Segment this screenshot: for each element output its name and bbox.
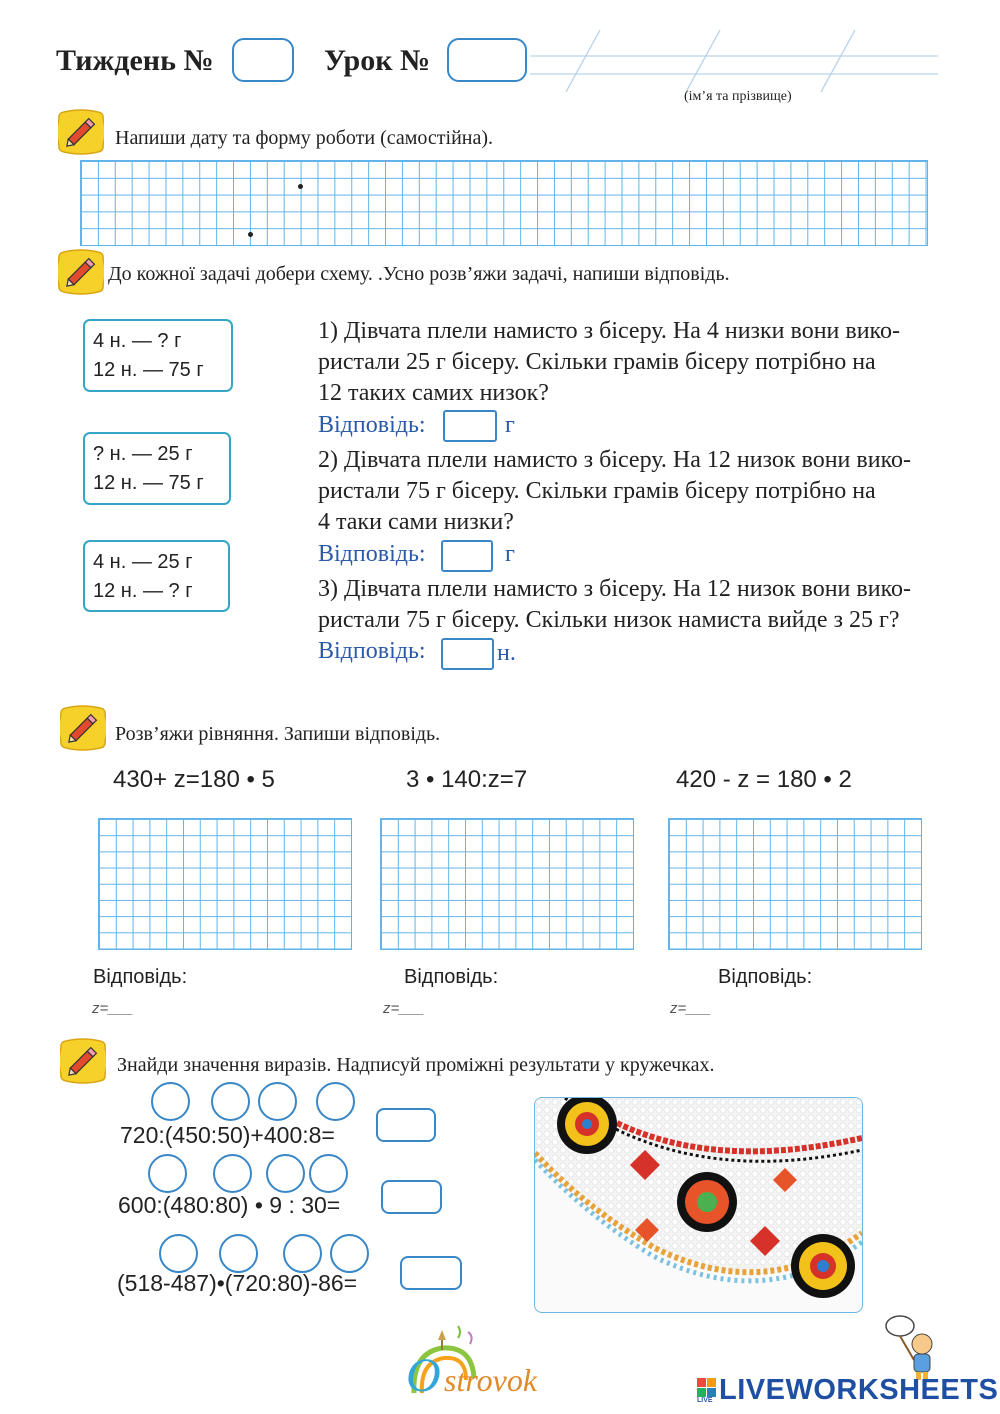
liveworksheets-badge [697, 1378, 717, 1406]
grid-dot [298, 184, 303, 189]
expression: 600:(480:80) • 9 : 30= [118, 1192, 341, 1218]
scheme-line: ? н. — 25 г [93, 443, 193, 465]
logo-initial: O [406, 1349, 441, 1402]
logo-text: strovok [444, 1362, 538, 1398]
pencil-icon [58, 249, 104, 295]
expression-answer-input[interactable] [400, 1256, 462, 1290]
pencil-icon [58, 109, 104, 155]
intermediate-circle[interactable] [211, 1082, 250, 1121]
answer-input-1[interactable] [443, 410, 497, 442]
scheme-card[interactable] [83, 432, 231, 505]
brand-badge-text: LIVE [697, 1397, 713, 1404]
problem-3: 3) Дівчата плели намисто з бісеру. На 12 низок вони вико- ристали 75 г бісеру. Скільки низок намиста вийде з 25 г? [318, 576, 912, 633]
expression-answer-input[interactable] [381, 1180, 442, 1214]
answer-label: Відповідь: [318, 412, 426, 438]
intermediate-circle[interactable] [151, 1082, 190, 1121]
answer-label: Відповідь: [318, 638, 426, 664]
answer-input-2[interactable] [441, 540, 493, 572]
name-line-field[interactable] [530, 30, 940, 92]
equation: 430+ z=180 • 5 [113, 766, 275, 793]
equation-answer-label: Відповідь: [93, 966, 188, 988]
problem-1: 1) Дівчата плели намисто з бісеру. На 4 низки вони вико- ристали 25 г бісеру. Скільки грамів бісеру потрібно на 12 таких самих низок? [318, 318, 900, 406]
intermediate-circle[interactable] [148, 1154, 187, 1193]
z-answer-field[interactable]: z=___ [383, 1000, 425, 1017]
task2-instruction: До кожної задачі добери схему. .Усно розв’яжи задачі, напиши відповідь. [108, 263, 730, 285]
grid-dot [248, 232, 253, 237]
pencil-icon [60, 1038, 106, 1084]
intermediate-circle[interactable] [283, 1234, 322, 1273]
task1-instruction: Напиши дату та форму роботи (самостійна). [115, 127, 494, 149]
answer-unit: г [505, 541, 515, 567]
scheme-line: 4 н. — ? г [93, 330, 182, 352]
intermediate-circle[interactable] [159, 1234, 198, 1273]
week-number-input[interactable] [232, 38, 294, 82]
date-writing-grid[interactable] [80, 160, 928, 246]
lesson-number-input[interactable] [447, 38, 527, 82]
expression-answer-input[interactable] [376, 1108, 436, 1142]
intermediate-circle[interactable] [266, 1154, 305, 1193]
answer-unit: н. [497, 640, 516, 666]
intermediate-circle[interactable] [330, 1234, 369, 1273]
intermediate-circle[interactable] [316, 1082, 355, 1121]
equation: 420 - z = 180 • 2 [676, 766, 852, 793]
answer-input-3[interactable] [441, 638, 494, 670]
brand-wordmark[interactable]: LIVEWORKSHEETS [719, 1374, 999, 1406]
equation-grid[interactable] [668, 818, 922, 950]
answer-unit: г [505, 412, 515, 438]
z-answer-field[interactable]: z=___ [670, 1000, 712, 1017]
lesson-label: Урок № [324, 44, 431, 77]
equation-grid[interactable] [380, 818, 634, 950]
scheme-line: 12 н. — 75 г [93, 359, 204, 381]
equation-answer-label: Відповідь: [404, 966, 499, 988]
pencil-icon [60, 705, 106, 751]
scheme-card[interactable] [83, 540, 230, 612]
intermediate-circle[interactable] [219, 1234, 258, 1273]
answer-label: Відповідь: [318, 541, 426, 567]
intermediate-circle[interactable] [213, 1154, 252, 1193]
name-caption: (ім’я та прізвище) [684, 89, 792, 104]
intermediate-circle[interactable] [258, 1082, 297, 1121]
intermediate-circle[interactable] [309, 1154, 348, 1193]
equation-grid[interactable] [98, 818, 352, 950]
expression: (518-487)•(720:80)-86= [117, 1270, 358, 1296]
equation-answer-label: Відповідь: [718, 966, 813, 988]
task3-instruction: Розв’яжи рівняння. Запиши відповідь. [115, 723, 441, 745]
mascot-with-net-icon [882, 1314, 944, 1382]
equation: 3 • 140:z=7 [406, 766, 528, 793]
expression: 720:(450:50)+400:8= [120, 1122, 335, 1148]
z-answer-field[interactable]: z=___ [92, 1000, 134, 1017]
problem-2: 2) Дівчата плели намисто з бісеру. На 12 низок вони вико- ристали 75 г бісеру. Скільки грамів бісеру потрібно на 4 таки сами низки? [318, 447, 912, 535]
beaded-necklace-image [534, 1097, 863, 1313]
task4-instruction: Знайди значення виразів. Надписуй проміжні результати у кружечках. [117, 1054, 715, 1076]
scheme-card[interactable] [83, 319, 233, 392]
scheme-line: 4 н. — 25 г [93, 551, 193, 573]
scheme-line: 12 н. — ? г [93, 580, 193, 602]
scheme-line: 12 н. — 75 г [93, 472, 204, 494]
ostrovok-logo [402, 1318, 617, 1402]
week-label: Тиждень № [56, 44, 214, 77]
